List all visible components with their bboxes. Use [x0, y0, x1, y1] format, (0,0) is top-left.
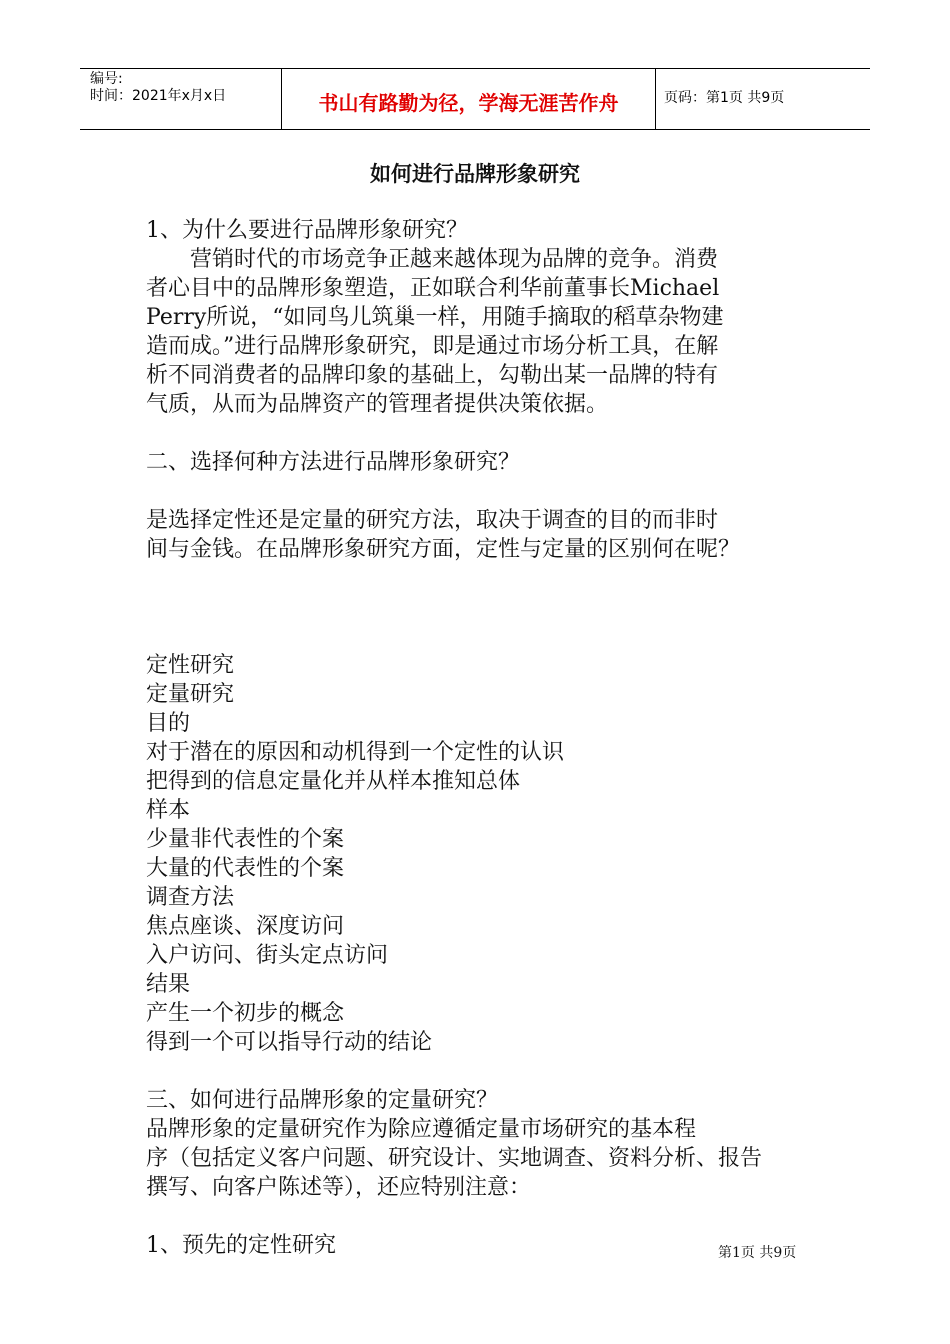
compare-line: 产生一个初步的概念 [146, 1001, 345, 1026]
section-3-line: 撰写、向客户陈述等），还应特别注意： [146, 1175, 532, 1200]
section-3-line: 品牌形象的定量研究作为除应遵循定量市场研究的基本程 [146, 1117, 697, 1142]
section-1-line: 营销时代的市场竞争正越来越体现为品牌的竞争。消费 [146, 247, 719, 272]
compare-line: 把得到的信息定量化并从样本推知总体 [146, 769, 521, 794]
compare-line: 大量的代表性的个案 [146, 856, 345, 881]
section-2-line: 间与金钱。在品牌形象研究方面，定性与定量的区别何在呢？ [146, 537, 741, 562]
document-time-label: 时间：2021年x月x日 [90, 88, 227, 104]
compare-line: 入户访问、街头定点访问 [146, 943, 389, 968]
paragraph-gap [146, 477, 816, 506]
section-3-heading: 三、如何进行品牌形象的定量研究？ [146, 1088, 499, 1113]
section-1-line: 造而成。”进行品牌形象研究，即是通过市场分析工具，在解 [146, 334, 719, 359]
compare-line: 目的 [146, 711, 191, 736]
compare-line: 少量非代表性的个案 [146, 827, 345, 852]
section-1-heading: 1、为什么要进行品牌形象研究？ [146, 218, 468, 243]
page-footer: 第1页 共9页 [718, 1245, 797, 1261]
compare-line: 定性研究 [146, 653, 235, 678]
header-motto: 书山有路勤为径，学海无涯苦作舟 [318, 91, 619, 115]
compare-line: 调查方法 [146, 885, 235, 910]
paragraph-gap [146, 1057, 816, 1086]
header-motto-cell [281, 69, 656, 129]
compare-line: 对于潜在的原因和动机得到一个定性的认识 [146, 740, 565, 765]
section-2-line: 是选择定性还是定量的研究方法，取决于调查的目的而非时 [146, 508, 719, 533]
header-left-cell [80, 69, 281, 129]
section-2-heading: 二、选择何种方法进行品牌形象研究？ [146, 450, 521, 475]
compare-line: 焦点座谈、深度访问 [146, 914, 345, 939]
paragraph-gap [146, 1202, 816, 1231]
header-page-info: 页码：第1页 共9页 [664, 90, 785, 106]
section-3-subheading: 1、预先的定性研究 [146, 1233, 336, 1258]
document-code-label: 编号: [90, 71, 123, 87]
section-1-line: 析不同消费者的品牌印象的基础上，勾勒出某一品牌的特有 [146, 363, 719, 388]
header-right-cell [655, 69, 870, 129]
compare-line: 样本 [146, 798, 191, 823]
compare-line: 得到一个可以指导行动的结论 [146, 1030, 433, 1055]
section-3-line: 序（包括定义客户问题、研究设计、实地调查、资料分析、报告 [146, 1146, 763, 1171]
compare-line: 定量研究 [146, 682, 235, 707]
document-title: 如何进行品牌形象研究 [370, 162, 580, 186]
section-1-line: 者心目中的品牌形象塑造，正如联合利华前董事长Michael [146, 276, 720, 301]
section-1-line: 气质，从而为品牌资产的管理者提供决策依据。 [146, 392, 609, 417]
page-header [80, 68, 870, 130]
paragraph-gap [146, 564, 816, 651]
compare-line: 结果 [146, 972, 191, 997]
paragraph-gap [146, 419, 816, 448]
section-1-line: Perry所说，“如同鸟儿筑巢一样，用随手摘取的稻草杂物建 [146, 305, 724, 330]
document-body [146, 216, 816, 1260]
